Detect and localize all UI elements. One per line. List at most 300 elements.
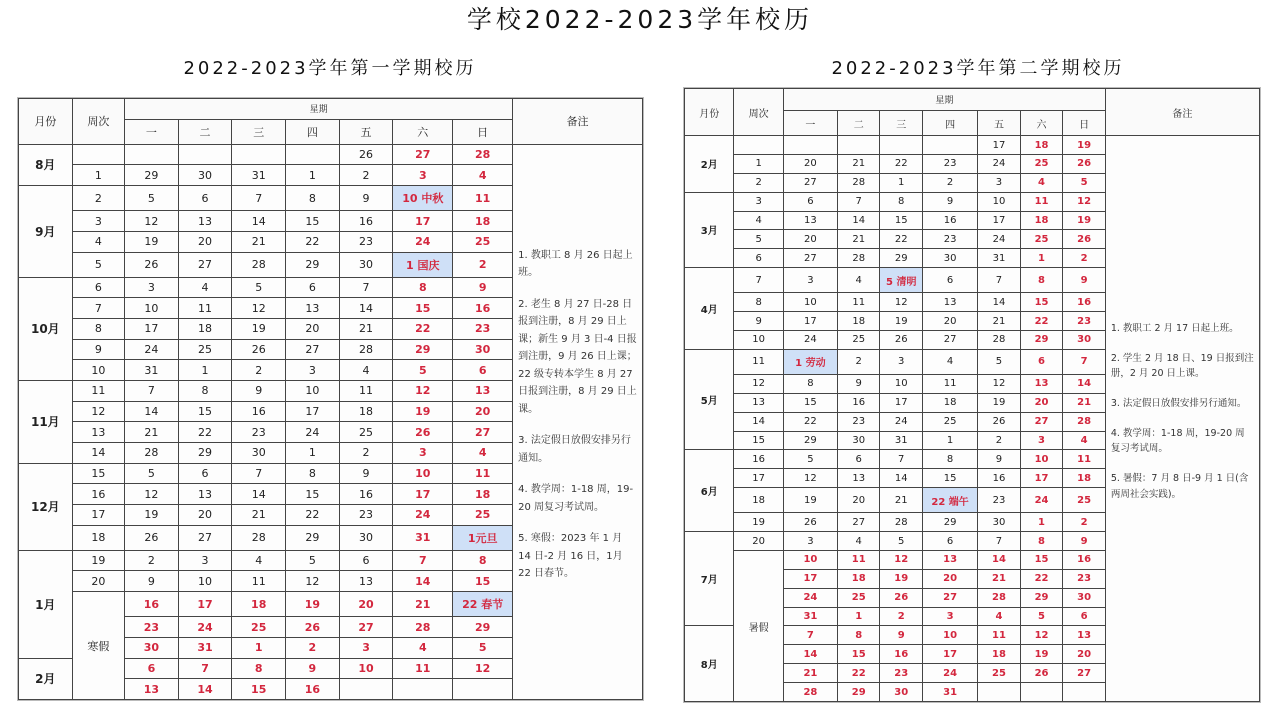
day-cell: 30 — [125, 637, 179, 658]
day-cell: 13 — [339, 571, 393, 592]
remark-item: 1. 教职工 8 月 26 日起上班。 — [518, 249, 633, 279]
day-cell: 13 — [1063, 626, 1106, 645]
day-cell: 28 — [232, 252, 286, 277]
day-cell: 4 — [393, 637, 453, 658]
week-number: 20 — [72, 571, 124, 592]
day-cell: 19 — [286, 592, 340, 617]
day-cell: 3 — [783, 532, 837, 551]
header-day: 二 — [178, 119, 232, 144]
day-cell: 10 — [286, 381, 340, 402]
day-cell: 15 — [837, 645, 880, 664]
day-cell: 16 — [837, 393, 880, 412]
day-cell: 28 — [837, 249, 880, 268]
day-cell: 31 — [393, 525, 453, 550]
day-cell: 21 — [783, 664, 837, 683]
header-remark: 备注 — [1105, 89, 1259, 136]
day-cell: 3 — [178, 550, 232, 571]
day-cell: 15 — [393, 298, 453, 319]
month-label: 2月 — [685, 136, 734, 193]
day-cell: 31 — [125, 360, 179, 381]
day-cell: 10 — [783, 293, 837, 312]
month-label: 2月 — [19, 658, 73, 699]
holiday-date: 1元旦 — [453, 525, 513, 550]
remark-item: 4. 教学周：1-18 周，19-20 周复习考试周。 — [518, 484, 634, 513]
day-cell: 1 — [880, 173, 923, 192]
day-cell: 28 — [1063, 412, 1106, 431]
day-cell: 3 — [923, 607, 978, 626]
day-cell: 1 — [923, 431, 978, 450]
day-cell: 7 — [339, 277, 393, 298]
day-cell: 14 — [837, 211, 880, 230]
day-cell: 20 — [923, 312, 978, 331]
day-cell: 31 — [232, 165, 286, 186]
day-cell: 24 — [880, 412, 923, 431]
day-cell: 6 — [837, 450, 880, 469]
day-cell: 30 — [837, 431, 880, 450]
month-label: 8月 — [685, 626, 734, 702]
week-number: 12 — [72, 401, 124, 422]
week-number — [734, 136, 783, 155]
day-cell: 25 — [1020, 230, 1063, 249]
day-cell: 5 — [393, 360, 453, 381]
day-cell: 22 — [837, 664, 880, 683]
day-cell: 23 — [125, 617, 179, 638]
day-cell: 26 — [1020, 664, 1063, 683]
day-cell — [783, 136, 837, 155]
day-cell: 6 — [1020, 349, 1063, 374]
day-cell: 6 — [783, 192, 837, 211]
day-cell: 13 — [1020, 375, 1063, 394]
week-number: 14 — [734, 412, 783, 431]
week-row — [19, 144, 643, 165]
holiday-date: 22 端午 — [923, 488, 978, 513]
day-cell: 8 — [232, 658, 286, 679]
holiday-date: 1 国庆 — [393, 252, 453, 277]
month-label: 11月 — [19, 381, 73, 464]
day-cell: 13 — [923, 293, 978, 312]
day-cell: 27 — [393, 144, 453, 165]
day-cell: 13 — [125, 679, 179, 700]
day-cell: 7 — [783, 626, 837, 645]
day-cell: 18 — [1063, 469, 1106, 488]
day-cell: 29 — [453, 617, 513, 638]
header-day: 六 — [393, 119, 453, 144]
remark-item: 5. 寒假：2023 年 1 月 14 日-2 月 16 日，1月 22 日春节。 — [518, 533, 623, 580]
day-cell: 5 — [125, 186, 179, 211]
day-cell: 19 — [880, 312, 923, 331]
day-cell: 23 — [1063, 569, 1106, 588]
day-cell: 16 — [339, 211, 393, 232]
day-cell: 15 — [286, 211, 340, 232]
day-cell — [837, 136, 880, 155]
day-cell: 15 — [232, 679, 286, 700]
day-cell: 28 — [783, 683, 837, 702]
week-number: 8 — [734, 293, 783, 312]
day-cell: 9 — [286, 658, 340, 679]
day-cell: 9 — [923, 192, 978, 211]
day-cell: 5 — [1020, 607, 1063, 626]
day-cell: 14 — [1063, 375, 1106, 394]
day-cell: 12 — [783, 469, 837, 488]
day-cell: 10 — [339, 658, 393, 679]
day-cell: 18 — [837, 569, 880, 588]
day-cell: 21 — [1063, 393, 1106, 412]
day-cell: 5 — [880, 532, 923, 551]
day-cell: 26 — [1063, 230, 1106, 249]
header-row — [19, 99, 643, 120]
day-cell: 26 — [339, 144, 393, 165]
remark-item: 4. 教学周：1-18 周，19-20 周复习考试周。 — [1110, 427, 1245, 455]
day-cell: 11 — [453, 463, 513, 484]
day-cell: 27 — [783, 173, 837, 192]
day-cell: 7 — [880, 450, 923, 469]
day-cell: 4 — [923, 349, 978, 374]
day-cell: 18 — [923, 393, 978, 412]
header-day: 一 — [783, 111, 837, 136]
day-cell: 22 — [880, 230, 923, 249]
day-cell: 2 — [286, 637, 340, 658]
day-cell: 18 — [453, 211, 513, 232]
day-cell: 16 — [453, 298, 513, 319]
day-cell: 3 — [125, 277, 179, 298]
day-cell: 24 — [978, 155, 1021, 174]
week-number: 11 — [734, 349, 783, 374]
day-cell: 1 — [1020, 249, 1063, 268]
day-cell: 21 — [393, 592, 453, 617]
day-cell: 24 — [178, 617, 232, 638]
day-cell: 31 — [178, 637, 232, 658]
day-cell: 21 — [978, 569, 1021, 588]
remark-item: 3. 法定假日放假安排另行通知。 — [1110, 397, 1247, 409]
day-cell — [286, 144, 340, 165]
day-cell: 17 — [125, 318, 179, 339]
header-weekday: 星期 — [125, 99, 513, 120]
week-number: 11 — [72, 381, 124, 402]
day-cell: 13 — [453, 381, 513, 402]
week-number: 8 — [72, 318, 124, 339]
day-cell: 18 — [453, 484, 513, 505]
day-cell: 10 — [1020, 450, 1063, 469]
day-cell: 23 — [453, 318, 513, 339]
day-cell: 27 — [339, 617, 393, 638]
day-cell: 13 — [286, 298, 340, 319]
day-cell: 9 — [339, 463, 393, 484]
day-cell: 25 — [453, 231, 513, 252]
day-cell: 22 — [393, 318, 453, 339]
day-cell: 1 — [178, 360, 232, 381]
day-cell: 26 — [880, 588, 923, 607]
month-label: 1月 — [19, 550, 73, 658]
day-cell: 20 — [178, 231, 232, 252]
day-cell: 15 — [178, 401, 232, 422]
day-cell: 17 — [1020, 469, 1063, 488]
day-cell: 11 — [923, 375, 978, 394]
day-cell: 5 — [453, 637, 513, 658]
day-cell: 14 — [978, 293, 1021, 312]
day-cell: 16 — [286, 679, 340, 700]
day-cell: 28 — [880, 513, 923, 532]
day-cell: 7 — [978, 532, 1021, 551]
day-cell: 29 — [286, 252, 340, 277]
header-day: 六 — [1020, 111, 1063, 136]
day-cell: 8 — [286, 186, 340, 211]
day-cell: 7 — [178, 658, 232, 679]
day-cell: 8 — [393, 277, 453, 298]
day-cell: 29 — [1020, 588, 1063, 607]
day-cell: 6 — [178, 463, 232, 484]
week-number: 14 — [72, 443, 124, 464]
day-cell: 18 — [1020, 136, 1063, 155]
header-day: 五 — [339, 119, 393, 144]
day-cell: 8 — [837, 626, 880, 645]
day-cell: 9 — [978, 450, 1021, 469]
day-cell: 15 — [286, 484, 340, 505]
day-cell: 3 — [393, 443, 453, 464]
day-cell: 29 — [178, 443, 232, 464]
day-cell: 29 — [1020, 331, 1063, 350]
week-number: 16 — [72, 484, 124, 505]
day-cell: 15 — [923, 469, 978, 488]
day-cell — [232, 144, 286, 165]
day-cell: 21 — [232, 231, 286, 252]
day-cell: 9 — [1063, 532, 1106, 551]
day-cell: 2 — [1063, 513, 1106, 532]
day-cell: 2 — [923, 173, 978, 192]
holiday-date: 22 春节 — [453, 592, 513, 617]
day-cell: 28 — [978, 331, 1021, 350]
day-cell: 26 — [880, 331, 923, 350]
day-cell: 6 — [923, 532, 978, 551]
day-cell: 14 — [232, 211, 286, 232]
day-cell: 3 — [1020, 431, 1063, 450]
day-cell: 24 — [978, 230, 1021, 249]
day-cell: 16 — [978, 469, 1021, 488]
day-cell: 4 — [837, 268, 880, 293]
day-cell: 5 — [125, 463, 179, 484]
header-day: 三 — [880, 111, 923, 136]
header-month: 月份 — [19, 99, 73, 145]
remarks — [513, 144, 643, 699]
day-cell: 30 — [1063, 331, 1106, 350]
day-cell: 6 — [453, 360, 513, 381]
day-cell: 21 — [125, 422, 179, 443]
day-cell: 7 — [125, 381, 179, 402]
day-cell: 19 — [393, 401, 453, 422]
day-cell: 9 — [339, 186, 393, 211]
day-cell: 20 — [339, 592, 393, 617]
day-cell: 19 — [125, 505, 179, 526]
month-label: 6月 — [685, 450, 734, 532]
header-week: 周次 — [734, 89, 783, 136]
day-cell: 11 — [837, 551, 880, 570]
week-number: 15 — [72, 463, 124, 484]
day-cell: 11 — [837, 293, 880, 312]
day-cell: 4 — [232, 550, 286, 571]
day-cell: 8 — [880, 192, 923, 211]
day-cell: 21 — [837, 230, 880, 249]
remark-item: 5. 暑假：7 月 8 日-9 月 1 日(含两周社会实践)。 — [1110, 472, 1249, 500]
holiday-date: 1 劳动 — [783, 349, 837, 374]
week-row — [685, 136, 1260, 155]
semester-1-title: 2022-2023学年第一学期校历 — [183, 58, 477, 79]
day-cell: 30 — [978, 513, 1021, 532]
day-cell: 27 — [286, 339, 340, 360]
day-cell — [1063, 683, 1106, 702]
day-cell: 26 — [393, 422, 453, 443]
day-cell: 19 — [1063, 211, 1106, 230]
day-cell: 3 — [286, 360, 340, 381]
week-number: 1 — [734, 155, 783, 174]
week-number: 4 — [72, 231, 124, 252]
day-cell: 23 — [923, 230, 978, 249]
month-label: 7月 — [685, 532, 734, 626]
day-cell: 7 — [837, 192, 880, 211]
day-cell: 14 — [880, 469, 923, 488]
day-cell: 2 — [125, 550, 179, 571]
day-cell — [339, 679, 393, 700]
day-cell: 14 — [232, 484, 286, 505]
day-cell: 7 — [1063, 349, 1106, 374]
week-number: 17 — [734, 469, 783, 488]
semester-2-title: 2022-2023学年第二学期校历 — [831, 58, 1125, 79]
header-day: 四 — [923, 111, 978, 136]
week-number: 10 — [72, 360, 124, 381]
day-cell: 17 — [978, 211, 1021, 230]
day-cell: 4 — [339, 360, 393, 381]
day-cell — [125, 144, 179, 165]
day-cell: 23 — [339, 231, 393, 252]
day-cell: 17 — [783, 569, 837, 588]
holiday-date: 5 清明 — [880, 268, 923, 293]
day-cell: 17 — [978, 136, 1021, 155]
week-number: 17 — [72, 505, 124, 526]
day-cell: 20 — [1020, 393, 1063, 412]
day-cell: 30 — [453, 339, 513, 360]
day-cell: 25 — [1063, 488, 1106, 513]
day-cell: 3 — [880, 349, 923, 374]
day-cell — [393, 679, 453, 700]
day-cell: 5 — [1063, 173, 1106, 192]
week-number: 18 — [72, 525, 124, 550]
day-cell: 30 — [232, 443, 286, 464]
day-cell: 11 — [1063, 450, 1106, 469]
day-cell: 25 — [178, 339, 232, 360]
day-cell: 22 — [286, 231, 340, 252]
day-cell: 3 — [783, 268, 837, 293]
day-cell: 21 — [232, 505, 286, 526]
header-remark: 备注 — [513, 99, 643, 145]
day-cell: 24 — [783, 331, 837, 350]
month-label: 5月 — [685, 349, 734, 450]
day-cell: 12 — [393, 381, 453, 402]
day-cell: 24 — [1020, 488, 1063, 513]
day-cell: 19 — [783, 488, 837, 513]
day-cell: 16 — [1063, 293, 1106, 312]
week-number: 13 — [72, 422, 124, 443]
day-cell: 26 — [125, 525, 179, 550]
day-cell: 7 — [978, 268, 1021, 293]
month-label: 9月 — [19, 186, 73, 278]
remarks — [1105, 136, 1259, 702]
vacation-label: 暑假 — [734, 551, 783, 702]
day-cell: 10 — [178, 571, 232, 592]
day-cell: 9 — [232, 381, 286, 402]
day-cell: 25 — [978, 664, 1021, 683]
day-cell: 28 — [978, 588, 1021, 607]
header-day: 三 — [232, 119, 286, 144]
day-cell: 19 — [880, 569, 923, 588]
semester-2-calendar — [683, 87, 1261, 703]
day-cell: 17 — [783, 312, 837, 331]
week-number: 9 — [734, 312, 783, 331]
day-cell: 11 — [978, 626, 1021, 645]
day-cell: 4 — [178, 277, 232, 298]
week-number: 19 — [72, 550, 124, 571]
day-cell: 7 — [232, 186, 286, 211]
day-cell: 29 — [125, 165, 179, 186]
day-cell: 6 — [923, 268, 978, 293]
day-cell: 14 — [125, 401, 179, 422]
day-cell: 18 — [978, 645, 1021, 664]
day-cell: 30 — [1063, 588, 1106, 607]
month-label: 12月 — [19, 463, 73, 550]
day-cell: 25 — [923, 412, 978, 431]
day-cell: 27 — [783, 249, 837, 268]
day-cell: 16 — [880, 645, 923, 664]
day-cell: 10 — [923, 626, 978, 645]
day-cell: 14 — [178, 679, 232, 700]
week-number: 9 — [72, 339, 124, 360]
day-cell: 31 — [923, 683, 978, 702]
day-cell: 20 — [923, 569, 978, 588]
day-cell: 8 — [783, 375, 837, 394]
day-cell: 30 — [178, 165, 232, 186]
calendar-table — [684, 88, 1260, 702]
week-number — [72, 144, 124, 165]
day-cell: 31 — [783, 607, 837, 626]
week-number: 12 — [734, 375, 783, 394]
day-cell: 12 — [1063, 192, 1106, 211]
day-cell: 23 — [923, 155, 978, 174]
day-cell: 29 — [880, 249, 923, 268]
day-cell: 1 — [286, 443, 340, 464]
day-cell: 14 — [783, 645, 837, 664]
calendar-table — [18, 98, 643, 700]
day-cell: 20 — [178, 505, 232, 526]
remark-item: 3. 法定假日放假安排另行通知。 — [518, 435, 631, 464]
header-day: 日 — [1063, 111, 1106, 136]
day-cell: 20 — [1063, 645, 1106, 664]
day-cell — [923, 136, 978, 155]
day-cell: 29 — [923, 513, 978, 532]
day-cell: 4 — [1063, 431, 1106, 450]
day-cell: 28 — [453, 144, 513, 165]
day-cell: 9 — [125, 571, 179, 592]
day-cell: 27 — [1063, 664, 1106, 683]
day-cell: 28 — [232, 525, 286, 550]
day-cell: 13 — [923, 551, 978, 570]
day-cell: 21 — [339, 318, 393, 339]
day-cell: 27 — [1020, 412, 1063, 431]
day-cell: 22 — [286, 505, 340, 526]
day-cell: 27 — [178, 525, 232, 550]
day-cell: 10 — [880, 375, 923, 394]
day-cell — [1020, 683, 1063, 702]
day-cell: 2 — [453, 252, 513, 277]
day-cell: 27 — [923, 588, 978, 607]
page-title: 学校2022-2023学年校历 — [466, 5, 814, 34]
day-cell: 30 — [339, 525, 393, 550]
